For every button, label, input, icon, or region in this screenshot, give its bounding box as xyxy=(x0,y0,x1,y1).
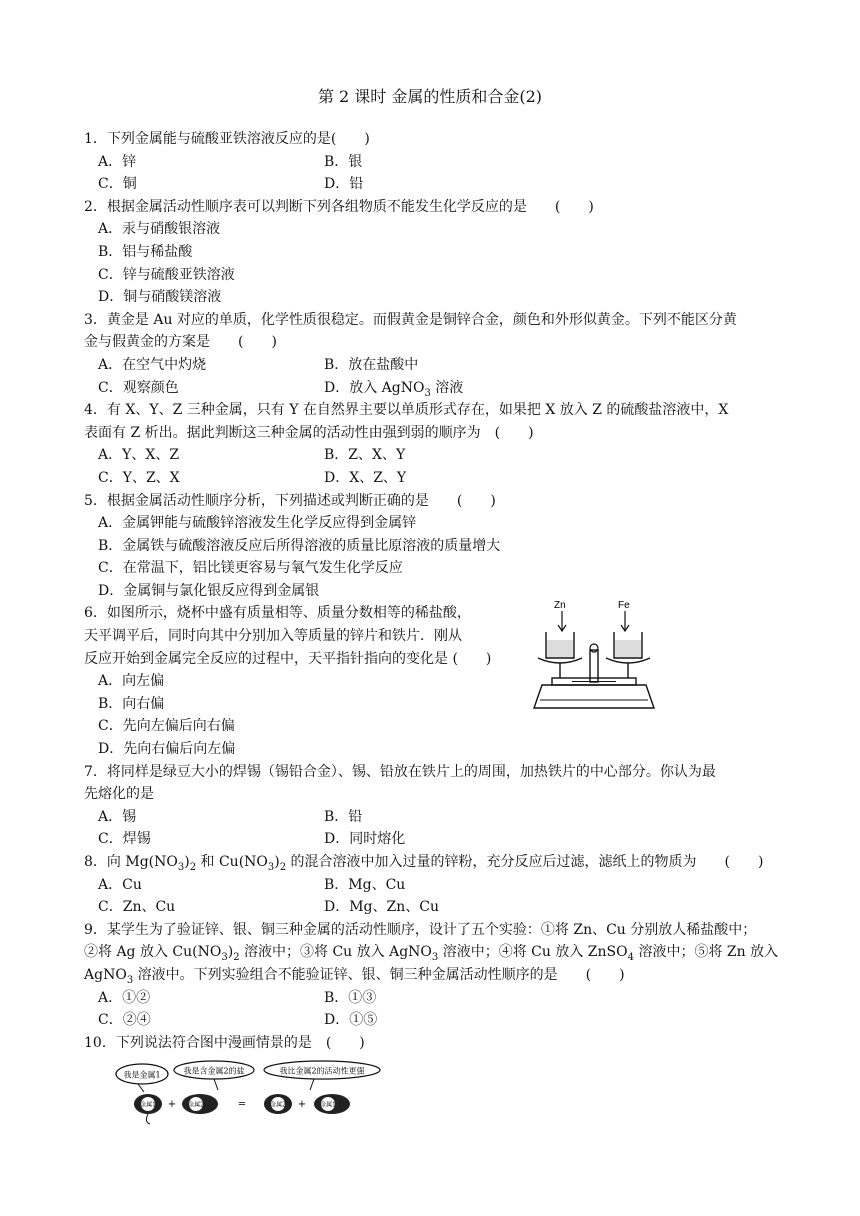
q7-option-c: C．焊锡 xyxy=(98,831,151,848)
q7-options-row1 xyxy=(84,806,784,829)
q3-option-b: B．放在盐酸中 xyxy=(324,356,419,373)
q7-option-b: B．铅 xyxy=(324,808,363,825)
q6-option-a: A．向左偏 xyxy=(98,673,165,690)
q1-option-a: A．锌 xyxy=(98,153,137,170)
q5-option-b: B．金属铁与硫酸溶液反应后所得溶液的质量比原溶液的质量增大 xyxy=(98,537,501,554)
q4-option-a: A．Y、X、Z xyxy=(98,447,180,464)
q6-stem-line2: 天平调平后，同时向其中分别加入等质量的锌片和铁片．刚从 xyxy=(84,628,462,645)
q5-option-c: C．在常温下，铝比镁更容易与氧气发生化学反应 xyxy=(98,560,403,577)
q6-option-b: B．向右偏 xyxy=(98,695,165,712)
q3-stem-line2: 金与假黄金的方案是 ( ) xyxy=(84,334,277,351)
metal-reaction-cartoon xyxy=(114,1060,384,1126)
q9-option-a: A．①② xyxy=(98,989,151,1006)
q1-stem: 1．下列金属能与硫酸亚铁溶液反应的是( ) xyxy=(84,131,370,147)
q3-options-row2 xyxy=(84,377,784,400)
fe-label: Fe xyxy=(618,600,630,612)
q1-option-d: D．铅 xyxy=(324,176,364,193)
q4-option-d: D．X、Z、Y xyxy=(324,469,407,486)
zn-label: Zn xyxy=(554,600,566,612)
q3-option-d: D．放入 AgNO$_3$ 溶液 xyxy=(324,379,464,399)
question-list xyxy=(84,128,784,1130)
q8-option-b: B．Mg、Cu xyxy=(324,876,406,893)
q7-options-row2 xyxy=(84,828,784,851)
q7-stem-line1: 7．将同样是绿豆大小的焊锡（锡铅合金）、锡、铅放在铁片上的周围，加热铁片的中心部分。你认为最 xyxy=(84,763,716,780)
q9-option-d: D．①⑤ xyxy=(324,1012,378,1029)
q8-options-row2 xyxy=(84,896,784,919)
q6-option-c: C．先向左偏后向右偏 xyxy=(98,718,235,735)
q2-option-b: B．铝与稀盐酸 xyxy=(98,243,193,260)
q5-stem: 5．根据金属活动性顺序分析，下列描述或判断正确的是 ( ) xyxy=(84,492,496,509)
q8-options-row1 xyxy=(84,874,784,897)
q9-options-row1 xyxy=(84,987,784,1010)
q5-option-d: D．金属铜与氯化银反应得到金属银 xyxy=(98,582,320,599)
q5-option-a: A．金属钾能与硫酸锌溶液发生化学反应得到金属锌 xyxy=(98,515,417,532)
q3-option-c: C．观察颜色 xyxy=(98,379,179,396)
q6-stem-line1: 6．如图所示，烧杯中盛有质量相等、质量分数相等的稀盐酸， xyxy=(84,605,471,622)
svg-text:金属1: 金属1 xyxy=(140,1101,156,1109)
q1-option-b: B．银 xyxy=(324,153,363,170)
q1-options-row2 xyxy=(84,173,784,196)
q2-option-a: A．汞与硝酸银溶液 xyxy=(98,221,221,238)
q4-options-row1 xyxy=(84,444,784,467)
q3-options-row1 xyxy=(84,354,784,377)
q9-stem-line3: AgNO$_3$ 溶液中。下列实验组合不能验证锌、银、铜三种金属活动性顺序的是 ( ) xyxy=(84,966,625,986)
q7-option-d: D．同时熔化 xyxy=(324,831,406,848)
svg-text:+: + xyxy=(297,1099,307,1111)
cartoon-bubble-2: 我是含金属2的盐 xyxy=(183,1066,245,1076)
svg-text:=: = xyxy=(237,1099,247,1111)
q9-stem-line1: 9．某学生为了验证锌、银、铜三种金属的活动性顺序，设计了五个实验：①将 Zn、Cu 分别放人稀盐酸中； xyxy=(84,921,757,938)
q4-stem-line2: 表面有 Z 析出。据此判断这三种金属的活动性由强到弱的顺序为 ( ) xyxy=(84,424,534,441)
svg-text:+: + xyxy=(167,1099,177,1111)
q9-options-row2 xyxy=(84,1009,784,1032)
q2-stem: 2．根据金属活动性顺序表可以判断下列各组物质不能发生化学反应的是 ( ) xyxy=(84,198,594,215)
q9-option-c: C．②④ xyxy=(98,1012,151,1029)
q9-stem-line2: ②将 Ag 放入 $Cu(NO_3)_2$ 溶液中；③将 Cu 放入 AgNO$_3$ 溶液中；④将 Cu 放入 ZnSO$_4$ 溶液中；⑤将 Zn 放入 xyxy=(84,944,779,964)
q2-option-d: D．铜与硝酸镁溶液 xyxy=(98,289,222,306)
q6-option-d: D．先向右偏后向左偏 xyxy=(98,741,236,758)
q9-option-b: B．①③ xyxy=(324,989,377,1006)
q4-options-row2 xyxy=(84,467,784,490)
q3-option-a: A．在空气中灼烧 xyxy=(98,356,207,373)
q8-stem: 8．向 $Mg(NO_3)_2$ 和 $Cu(NO_3)_2$ 的混合溶液中加入过量的锌粉，充分反应后过滤，滤纸上的物质为 ( ) xyxy=(84,854,764,873)
svg-text:金属1: 金属1 xyxy=(320,1101,336,1109)
q8-option-c: C．Zn、Cu xyxy=(98,899,176,916)
q2-option-c: C．锌与硫酸亚铁溶液 xyxy=(98,266,235,283)
q4-stem-line1: 4．有 X、Y、Z 三种金属，只有 Y 在自然界主要以单质形式存在，如果把 X 放入 Z 的硫酸盐溶液中，X xyxy=(84,402,729,419)
q8-option-a: A．Cu xyxy=(98,876,142,893)
balance-scale-figure xyxy=(532,596,682,722)
q3-stem-line1: 3．黄金是 Au 对应的单质，化学性质很稳定。而假黄金是铜锌合金，颜色和外形似黄金。下列不能区分黄 xyxy=(84,311,737,328)
q4-option-b: B．Z、X、Y xyxy=(324,447,406,464)
q6-block xyxy=(84,602,784,760)
q1-option-c: C．铜 xyxy=(98,176,137,193)
page-title: 第 2 课时 金属的性质和合金(2) xyxy=(317,87,543,106)
svg-text:金属2: 金属2 xyxy=(188,1101,204,1109)
q4-option-c: C．Y、Z、X xyxy=(98,469,180,486)
q7-option-a: A．锡 xyxy=(98,808,137,825)
q8-option-d: D．Mg、Zn、Cu xyxy=(324,899,439,916)
q10-stem: 10．下列说法符合图中漫画情景的是 ( ) xyxy=(84,1034,365,1051)
q6-stem-line3: 反应开始到金属完全反应的过程中，天平指针指向的变化是 ( ) xyxy=(84,650,492,667)
q1-options-row1 xyxy=(84,151,784,174)
svg-text:金属2: 金属2 xyxy=(270,1101,286,1109)
cartoon-bubble-3: 我比金属2的活动性更强 xyxy=(279,1066,365,1076)
q7-stem-line2: 先熔化的是 xyxy=(84,786,154,803)
cartoon-bubble-1: 我是金属1 xyxy=(123,1070,161,1080)
